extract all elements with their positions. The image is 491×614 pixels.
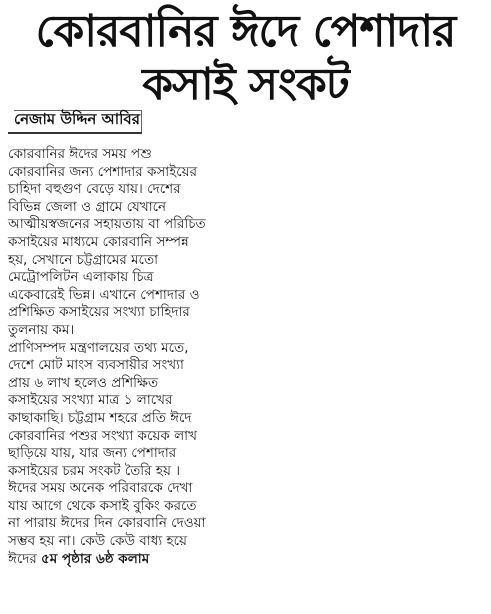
article-line: ছাড়িয়ে যায়, যার জন্য পেশাদার [8,445,177,462]
headline [0,4,491,110]
headline-line-2: কসাই সংকট [142,59,349,110]
article-line: প্রাণিসম্পদ মন্ত্রণালয়ের তথ্য মতে, [8,339,189,356]
article-line: কোরবানির ঈদের সময় পশু [8,146,152,162]
article-line: কোরবানির জন্য পেশাদার কসাইয়ের [8,163,198,180]
headline-line-1: কোরবানির ঈদে পেশাদার [35,6,456,57]
article-line: দেশে মোট মাংস ব্যবসায়ীর সংখ্যা [8,357,184,374]
continuation-reference: ৫ম পৃষ্ঠার ৬ষ্ঠ কলাম [41,550,150,567]
article-line: তুলনায় কম। [8,321,75,338]
article-line: যায় আগে থেকে কসাই বুকিং করতে [8,497,197,514]
article-line: বিভিন্ন জেলা ও গ্রামে যেখানে [8,198,167,215]
article-line: না পারায় ঈদের দিন কোরবানি দেওয়া [8,515,206,532]
article-line: কসাইয়ের চরম সংকট তৈরি হয় । [8,462,181,479]
article-line: সম্ভব হয় না। কেউ কেউ বাধ্য হয়ে [8,533,187,550]
article-line: প্রায় ৬ লাখ হলেও প্রশিক্ষিত [8,374,159,391]
article-line: আত্মীয়স্বজনের সহায়তায় বা পরিচিত [8,216,206,233]
article-line: চাহিদা বহুগুণ বেড়ে যায়। দেশের [8,181,181,198]
article-line: কাছাকাছি। চট্টগ্রাম শহরে প্রতি ঈদে [8,409,192,426]
article-body [8,146,268,568]
article-line: কসাইয়ের মাধ্যমে কোরবানি সম্পন্ন [8,233,189,250]
continuation-prefix: ঈদের [8,550,42,567]
article-line: ঈদের সময় অনেক পরিবারকে দেখা [8,480,193,497]
article-line: হয়, সেখানে চট্টগ্রামের মতো [8,251,159,268]
continuation-line [8,551,268,569]
article-line: মেট্রোপলিটন এলাকায় চিত্র [8,269,154,286]
article-line: প্রশিক্ষিত কসাইয়ের সংখ্যা চাহিদার [8,304,190,321]
article-line: কসাইয়ের সংখ্যা মাত্র ১ লাখের [8,392,173,409]
byline: নেজাম উদ্দিন আবির [14,110,140,128]
article-line: একেবারেই ভিন্ন। এখানে পেশাদার ও [8,286,200,303]
byline-bottom-rule [8,132,142,134]
article-line: কোরবানির পশুর সংখ্যা কয়েক লাখ [8,427,197,444]
